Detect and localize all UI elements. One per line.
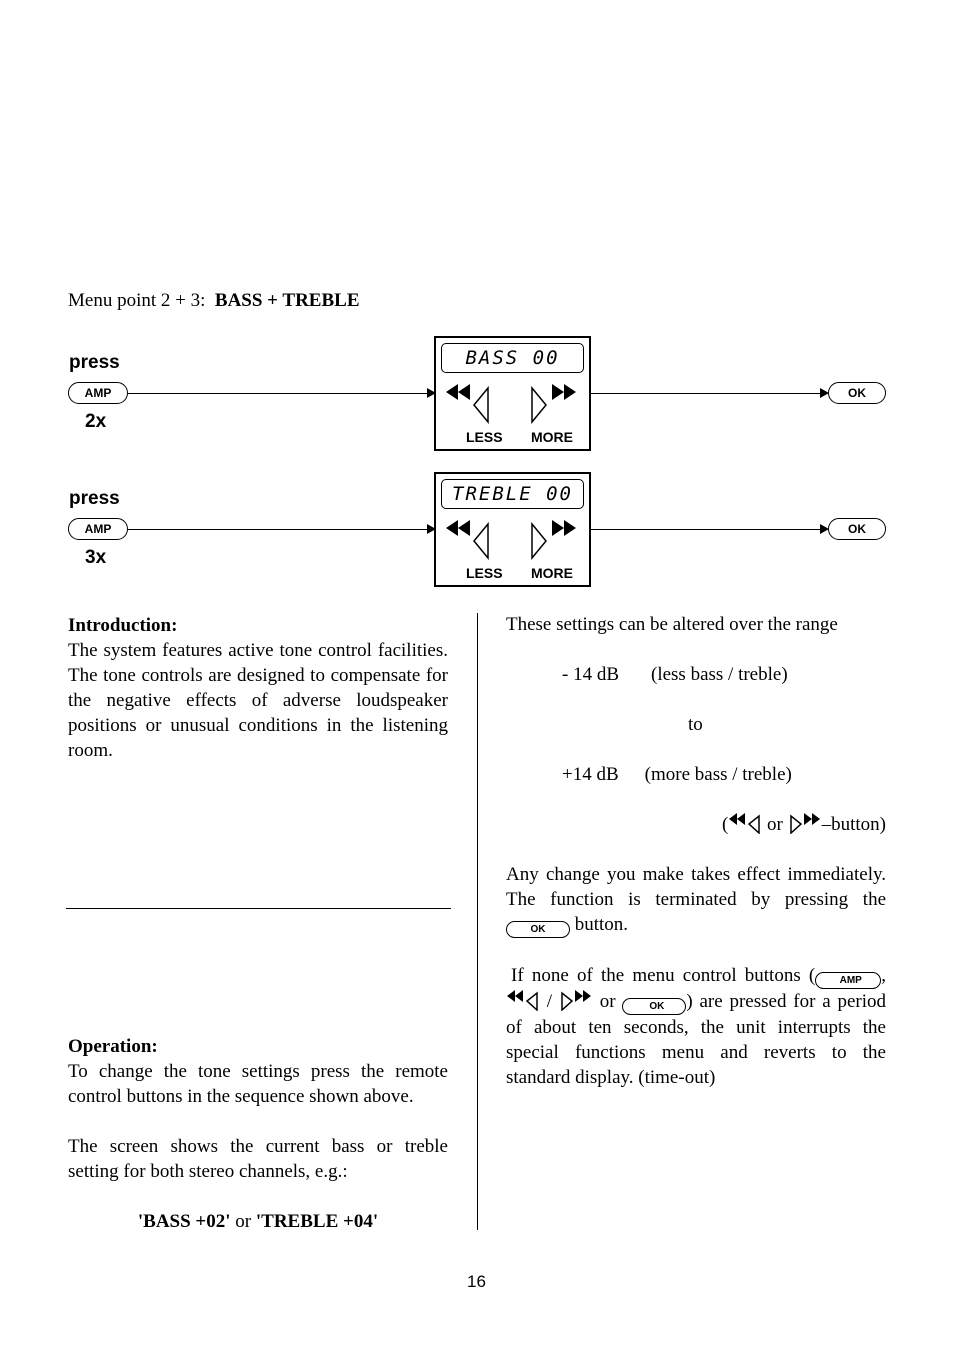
example-display — [68, 1209, 448, 1234]
connector-line — [128, 393, 428, 394]
more-button-icon — [788, 812, 822, 834]
min-value: - 14 dB — [562, 664, 619, 685]
button-reference: ( or –button) — [721, 814, 886, 835]
introduction-section — [68, 613, 448, 763]
remote-display — [434, 472, 591, 587]
more-label: MORE — [531, 429, 573, 445]
heading-prefix: Menu point 2 + 3: — [68, 290, 206, 311]
range-section — [506, 612, 886, 1090]
rewind-icon — [446, 384, 470, 400]
amp-button: AMP — [68, 382, 128, 404]
introduction-heading: Introduction: — [68, 615, 178, 636]
right-triangle-icon — [532, 524, 546, 558]
less-more-icons — [444, 382, 584, 424]
press-label: press — [69, 488, 120, 509]
section-heading — [68, 288, 360, 313]
page-number: 16 — [467, 1272, 486, 1291]
min-desc: (less bass / treble) — [651, 664, 788, 685]
less-more-icons — [444, 518, 584, 560]
example-bass: 'BASS +02' — [137, 1211, 231, 1232]
example-treble: 'TREBLE +04' — [255, 1211, 379, 1232]
rewind-icon — [446, 520, 470, 536]
screen-description: The screen shows the current bass or treble setting for both stereo channels, e.g.: — [68, 1136, 448, 1182]
heading-title: BASS + TREBLE — [214, 290, 360, 311]
column-divider — [477, 613, 478, 1230]
connector-line — [591, 393, 821, 394]
more-button-icon — [559, 989, 593, 1011]
example-or: or — [235, 1211, 252, 1232]
ok-button: OK — [828, 382, 886, 404]
range-to: to — [688, 714, 703, 735]
fast-forward-icon — [552, 520, 576, 536]
range-intro: These settings can be altered over the range — [506, 614, 838, 635]
less-label: LESS — [466, 565, 503, 581]
lcd-readout: TREBLE 00 — [441, 479, 584, 509]
section-separator — [66, 908, 451, 909]
operation-text: To change the tone settings press the remote control buttons in the sequence shown above. — [68, 1061, 448, 1107]
remote-display — [434, 336, 591, 451]
left-triangle-icon — [474, 388, 488, 422]
connector-line — [591, 529, 821, 530]
change-text: Any change you make takes effect immediately. The function is terminated by pressing the OK button. — [506, 862, 886, 938]
range-max — [506, 762, 886, 787]
amp-button: AMP — [68, 518, 128, 540]
less-button-icon — [728, 812, 762, 834]
press-count: 2x — [85, 411, 107, 432]
press-label: press — [69, 352, 120, 373]
ok-button-inline: OK — [506, 921, 570, 938]
introduction-text: The system features active tone control facilities. The tone controls are designed to compensate for the negative effects of adverse loudspeaker positions or unusual conditions in the listening room. — [68, 640, 448, 761]
fast-forward-icon — [552, 384, 576, 400]
max-value: +14 dB — [562, 764, 619, 785]
left-triangle-icon — [474, 524, 488, 558]
lcd-readout: BASS 00 — [441, 343, 584, 373]
range-min — [506, 662, 886, 687]
less-button-icon — [506, 989, 540, 1011]
ok-button: OK — [828, 518, 886, 540]
operation-heading: Operation: — [68, 1036, 158, 1057]
more-label: MORE — [531, 565, 573, 581]
press-count: 3x — [85, 547, 107, 568]
less-label: LESS — [466, 429, 503, 445]
max-desc: (more bass / treble) — [644, 764, 792, 785]
amp-button-inline: AMP — [815, 972, 881, 989]
ok-button-inline: OK — [622, 998, 686, 1015]
timeout-text: If none of the menu control buttons ( AMP , / or OK ) are pressed for a period of about ten seconds, the unit interrupts the special functions menu and reverts to the standard display. (time-out) — [506, 965, 886, 1088]
operation-section — [68, 1034, 448, 1234]
connector-line — [128, 529, 428, 530]
right-triangle-icon — [532, 388, 546, 422]
